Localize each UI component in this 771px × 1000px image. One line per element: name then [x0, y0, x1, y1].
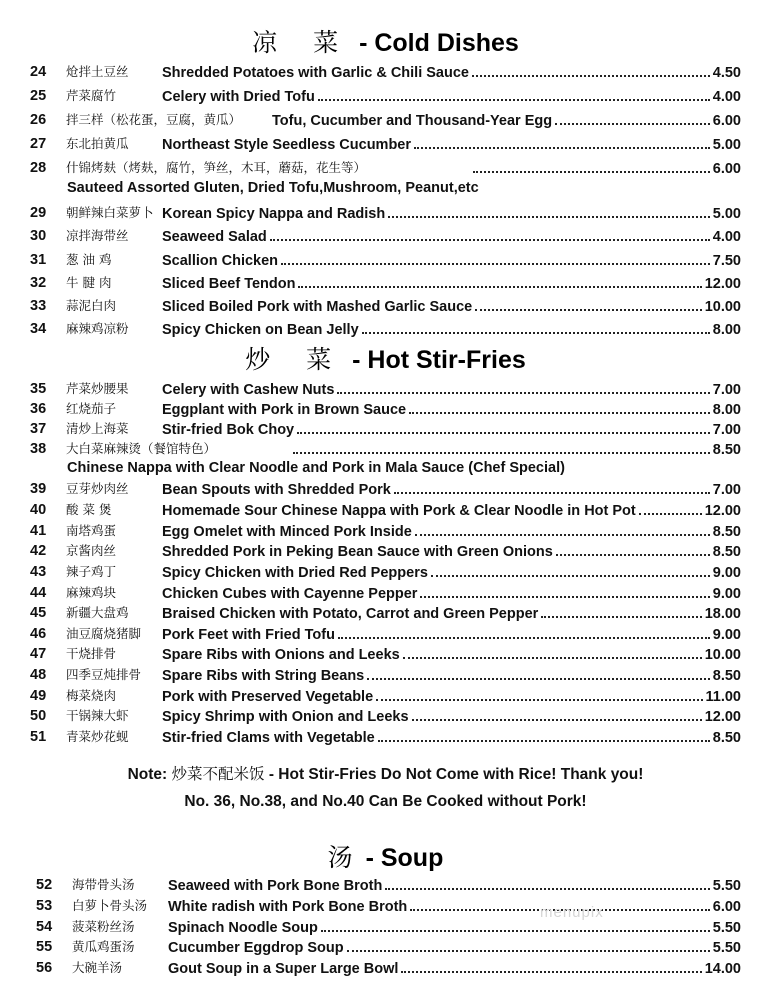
- item-name-zh: 麻辣鸡凉粉: [66, 321, 129, 336]
- menu-item: [0, 110, 771, 130]
- item-name-zh: 辣子鸡丁: [66, 564, 117, 579]
- item-name-en: Spare Ribs with Onions and Leeks: [162, 647, 400, 663]
- item-price: 4.00: [712, 89, 741, 105]
- cold-title-zh: 凉 菜: [252, 28, 353, 57]
- menu-item: [0, 439, 771, 459]
- item-name-zh: 菠菜粉丝汤: [72, 919, 135, 934]
- menu-item: [0, 686, 771, 706]
- item-price: 5.00: [712, 206, 741, 222]
- item-number: 49: [30, 688, 47, 704]
- item-price: 4.50: [712, 65, 741, 81]
- item-number: 38: [30, 441, 47, 457]
- menu-item: [0, 541, 771, 561]
- item-price: 4.00: [712, 229, 741, 245]
- item-price: 8.50: [712, 524, 741, 540]
- menu-item: [0, 226, 771, 246]
- menu-item: [0, 86, 771, 106]
- item-number: 53: [36, 898, 53, 914]
- menu-item: [0, 644, 771, 664]
- item-name-zh: 拌三样（松花蛋，豆腐，黄瓜）: [66, 112, 242, 127]
- menu-item: [0, 937, 771, 957]
- item-name-zh: 京酱肉丝: [66, 543, 117, 558]
- item-price: 10.00: [704, 647, 741, 663]
- item-name-zh: 清炒上海菜: [66, 421, 129, 436]
- item-name-zh: 白萝卜骨头汤: [72, 898, 148, 913]
- menu-item: [0, 479, 771, 499]
- item-price: 5.50: [712, 940, 741, 956]
- item-name-en: White radish with Pork Bone Broth: [168, 899, 408, 915]
- cold-title-en: - Cold Dishes: [359, 29, 519, 57]
- menu-item: [0, 958, 771, 978]
- item-price: 7.00: [712, 422, 741, 438]
- hot-stir-fries-heading: [0, 345, 771, 375]
- item-price: 5.00: [712, 137, 741, 153]
- item-name-zh: 朝鲜辣白菜萝卜: [66, 205, 154, 220]
- item-price: 12.00: [704, 503, 741, 519]
- item-name-en: Tofu, Cucumber and Thousand-Year Egg: [272, 113, 553, 129]
- item-price: 8.00: [712, 402, 741, 418]
- item-number: 33: [30, 298, 47, 314]
- item-name-zh: 葱 油 鸡: [66, 252, 112, 267]
- item-name-en: Sauteed Assorted Gluten, Dried Tofu,Mushroom, Peanut,etc: [67, 180, 479, 196]
- soup-heading: [0, 843, 771, 873]
- item-price: 6.00: [712, 899, 741, 915]
- menu-item: [0, 917, 771, 937]
- item-number: 30: [30, 228, 47, 244]
- item-price: 12.00: [704, 276, 741, 292]
- item-number: 52: [36, 877, 53, 893]
- item-number: 51: [30, 729, 47, 745]
- item-number: 29: [30, 205, 47, 221]
- menu-item: [0, 706, 771, 726]
- menu-item: [0, 583, 771, 603]
- item-name-en: Homemade Sour Chinese Nappa with Pork & Clear Noodle in Hot Pot: [162, 503, 636, 519]
- note-rice: [0, 763, 771, 786]
- item-price: 8.50: [712, 442, 741, 458]
- menu-item: [0, 158, 771, 178]
- item-number: 24: [30, 64, 47, 80]
- item-name-en: Seaweed with Pork Bone Broth: [168, 878, 383, 894]
- item-name-en: Stir-fried Bok Choy: [162, 422, 295, 438]
- item-number: 48: [30, 667, 47, 683]
- item-name-zh: 油豆腐烧猪脚: [66, 626, 142, 641]
- item-name-en: Pork with Preserved Vegetable: [162, 689, 374, 705]
- item-number: 56: [36, 960, 53, 976]
- item-price: 7.00: [712, 482, 741, 498]
- item-name-en: Spare Ribs with String Beans: [162, 668, 365, 684]
- item-name-zh: 蒜泥白肉: [66, 298, 117, 313]
- note-no-pork: No. 36, No.38, and No.40 Can Be Cooked without Pork!: [184, 793, 587, 810]
- item-name-zh: 海带骨头汤: [72, 877, 135, 892]
- item-number: 55: [36, 939, 53, 955]
- menu-item: [0, 250, 771, 270]
- item-price: 10.00: [704, 299, 741, 315]
- item-name-zh: 红烧茄子: [66, 401, 117, 416]
- item-name-zh: 黄瓜鸡蛋汤: [72, 939, 135, 954]
- item-name-en: Chinese Nappa with Clear Noodle and Pork in Mala Sauce (Chef Special): [67, 460, 565, 476]
- item-price: 8.50: [712, 668, 741, 684]
- item-name-zh: 干锅辣大虾: [66, 708, 129, 723]
- menu-item: [0, 624, 771, 644]
- item-name-en: Spinach Noodle Soup: [168, 920, 318, 936]
- item-name-en: Gout Soup in a Super Large Bowl: [168, 961, 399, 977]
- item-number: 54: [36, 919, 53, 935]
- hot-title-en: - Hot Stir-Fries: [352, 346, 526, 374]
- item-price: 8.00: [712, 322, 741, 338]
- item-price: 8.50: [712, 730, 741, 746]
- item-name-en: Pork Feet with Fried Tofu: [162, 627, 335, 643]
- item-name-en: Shredded Potatoes with Garlic & Chili Sauce: [162, 65, 469, 81]
- item-price: 9.00: [712, 586, 741, 602]
- item-name-zh: 东北拍黄瓜: [66, 136, 129, 151]
- menu-item: [0, 296, 771, 316]
- item-name-en: Spicy Shrimp with Onion and Leeks: [162, 709, 409, 725]
- menu-item: [0, 896, 771, 916]
- item-name-en: Cucumber Eggdrop Soup: [168, 940, 344, 956]
- item-name-zh: 梅菜烧肉: [66, 688, 117, 703]
- item-name-zh: 酸 菜 煲: [66, 502, 112, 517]
- item-name-zh: 大碗羊汤: [72, 960, 123, 975]
- item-name-zh: 芹菜炒腰果: [66, 381, 129, 396]
- soup-title-zh: 汤: [327, 843, 359, 872]
- item-price: 11.00: [705, 689, 741, 705]
- item-number: 42: [30, 543, 47, 559]
- item-name-zh: 豆芽炒肉丝: [66, 481, 129, 496]
- item-price: 7.50: [712, 253, 741, 269]
- item-name-zh: 新疆大盘鸡: [66, 605, 129, 620]
- item-name-en: Braised Chicken with Potato, Carrot and Green Pepper: [162, 606, 539, 622]
- note-label: Note:: [127, 766, 168, 783]
- item-number: 40: [30, 502, 47, 518]
- item-number: 50: [30, 708, 47, 724]
- menu-item: [0, 399, 771, 419]
- item-price: 5.50: [712, 920, 741, 936]
- item-name-zh: 炝拌土豆丝: [66, 64, 129, 79]
- item-number: 25: [30, 88, 47, 104]
- item-price: 12.00: [704, 709, 741, 725]
- item-name-zh: 青菜炒花蚬: [66, 729, 129, 744]
- item-number: 35: [30, 381, 47, 397]
- menu-item: [0, 500, 771, 520]
- item-name-zh: 麻辣鸡块: [66, 585, 117, 600]
- item-name-en: Chicken Cubes with Cayenne Pepper: [162, 586, 418, 602]
- item-name-en: Eggplant with Pork in Brown Sauce: [162, 402, 407, 418]
- item-name-en: Stir-fried Clams with Vegetable: [162, 730, 375, 746]
- item-name-zh: 牛 腱 肉: [66, 275, 112, 290]
- menu-item: [0, 379, 771, 399]
- menu-item: [0, 603, 771, 623]
- item-name-en: Korean Spicy Nappa and Radish: [162, 206, 386, 222]
- item-number: 36: [30, 401, 47, 417]
- menu-item: [0, 419, 771, 439]
- item-number: 32: [30, 275, 47, 291]
- item-name-en: Shredded Pork in Peking Bean Sauce with Green Onions: [162, 544, 553, 560]
- item-price: 8.50: [712, 544, 741, 560]
- item-name-zh: 凉拌海带丝: [66, 228, 129, 243]
- menu-item: [0, 273, 771, 293]
- menu-item: [0, 134, 771, 154]
- item-number: 45: [30, 605, 47, 621]
- note-text-en: - Hot Stir-Fries Do Not Come with Rice! Thank you!: [268, 766, 644, 783]
- item-price: 6.00: [712, 161, 741, 177]
- item-name-en: Celery with Dried Tofu: [162, 89, 315, 105]
- item-number: 43: [30, 564, 47, 580]
- cold-dishes-heading: [0, 28, 771, 58]
- item-number: 34: [30, 321, 47, 337]
- item-name-en: Seaweed Salad: [162, 229, 267, 245]
- item-price: 6.00: [712, 113, 741, 129]
- watermark: menupix: [540, 904, 604, 921]
- item-name-zh: 大白菜麻辣烫（餐馆特色）: [66, 441, 217, 456]
- item-name-zh: 四季豆炖排骨: [66, 667, 142, 682]
- item-name-en: Egg Omelet with Minced Pork Inside: [162, 524, 412, 540]
- item-name-en: Scallion Chicken: [162, 253, 279, 269]
- item-name-zh: 芹菜腐竹: [66, 88, 117, 103]
- item-price: 5.50: [712, 878, 741, 894]
- item-number: 37: [30, 421, 47, 437]
- item-name-en: Northeast Style Seedless Cucumber: [162, 137, 412, 153]
- item-name-en: Sliced Boiled Pork with Mashed Garlic Sauce: [162, 299, 473, 315]
- item-name-zh: 南塔鸡蛋: [66, 523, 117, 538]
- soup-title-en: - Soup: [365, 844, 444, 872]
- note-text-zh: 炒菜不配米饭: [171, 765, 265, 783]
- item-name-en: Celery with Cashew Nuts: [162, 382, 335, 398]
- menu-item: [0, 562, 771, 582]
- item-number: 39: [30, 481, 47, 497]
- item-number: 27: [30, 136, 47, 152]
- item-name-zh: 什锦烤麸（烤麸，腐竹，笋丝，木耳，蘑菇，花生等）: [66, 160, 367, 175]
- item-number: 47: [30, 646, 47, 662]
- item-number: 44: [30, 585, 47, 601]
- menu-item: [0, 319, 771, 339]
- menu-item: [0, 521, 771, 541]
- item-name-en: Spicy Chicken with Dried Red Peppers: [162, 565, 428, 581]
- item-number: 28: [30, 160, 47, 176]
- item-price: 18.00: [704, 606, 741, 622]
- hot-title-zh: 炒 菜: [245, 345, 346, 374]
- item-number: 46: [30, 626, 47, 642]
- item-name-en: Spicy Chicken on Bean Jelly: [162, 322, 359, 338]
- item-name-en: Sliced Beef Tendon: [162, 276, 296, 292]
- item-number: 26: [30, 112, 47, 128]
- item-price: 7.00: [712, 382, 741, 398]
- menu-item: [0, 875, 771, 895]
- item-name-en: Bean Spouts with Shredded Pork: [162, 482, 391, 498]
- menu-item: [0, 665, 771, 685]
- menu-item: [0, 203, 771, 223]
- item-number: 31: [30, 252, 47, 268]
- menu-item: [0, 62, 771, 82]
- item-number: 41: [30, 523, 47, 539]
- item-price: 9.00: [712, 627, 741, 643]
- item-name-zh: 干烧排骨: [66, 646, 117, 661]
- item-price: 14.00: [704, 961, 741, 977]
- menu-item: [0, 727, 771, 747]
- item-price: 9.00: [712, 565, 741, 581]
